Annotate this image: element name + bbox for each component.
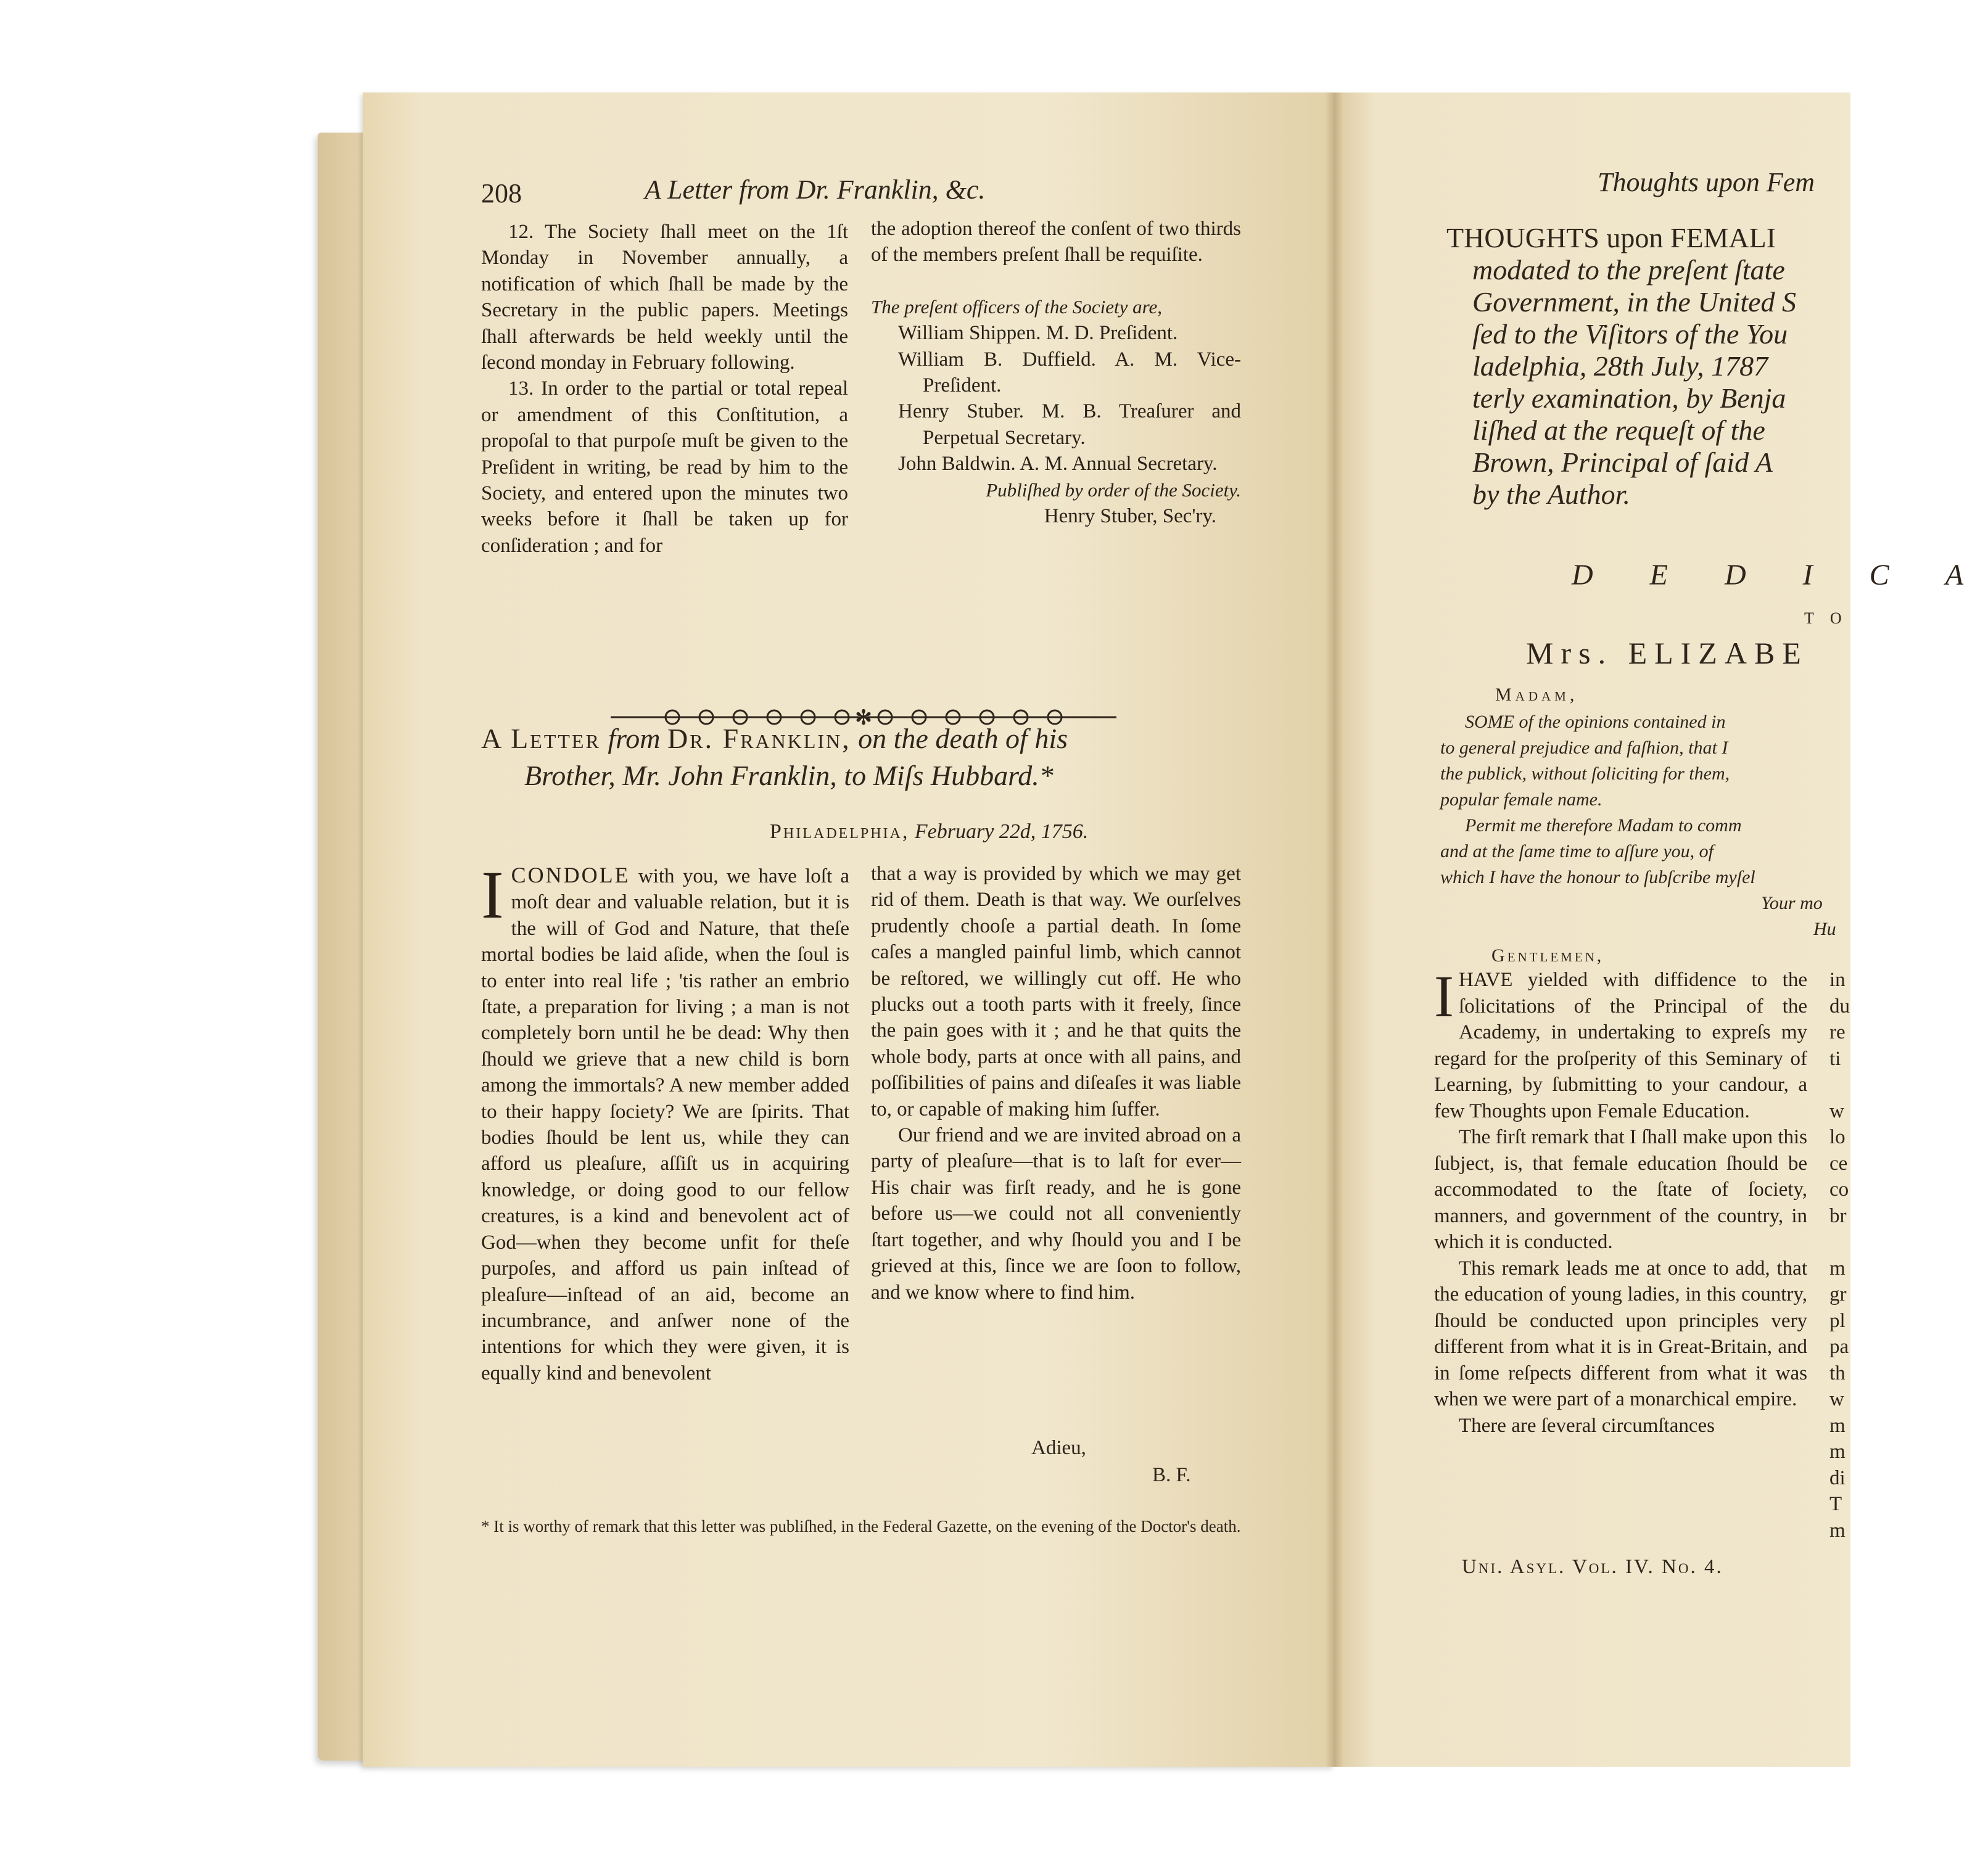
dedication-heading: D E D I C A [1572, 559, 1988, 591]
dedication-text [1440, 709, 1872, 942]
dedication-line-4: popular female name. [1440, 789, 1602, 810]
edge-frag: T [1829, 1493, 1842, 1515]
running-head: A Letter from Dr. Franklin, &c. [645, 175, 986, 205]
dedication-addressee: Mrs. ELIZABE [1526, 636, 1809, 670]
letter-col2-para1: that a way is provided by which we may get rid of them. Death is that way. We ourſelves prudently chooſe a partial death. In ſome caſes a mangled painful limb, which cannot be reſtored, we willingly cut off. He who plucks out a tooth parts with it freely, ſince the pain goes with it ; and he that quits the whole body, parts at once with all pains, and poſſibilities of pains and diſeaſes it was liable to, or capable of making him ſuffer. [871, 863, 1241, 1120]
right-title-line-4: ſed to the Viſitors of the You [1472, 318, 1788, 350]
signature-mark [1462, 1556, 1723, 1579]
edge-frag: m [1829, 1519, 1846, 1542]
dateline-place: Philadelphia, [770, 820, 910, 843]
dedication-line-8: Your mo [1761, 893, 1823, 913]
officers-heading: The preſent officers of the Society are, [871, 295, 1163, 318]
dedication-line-6: and at the ſame time to aſſure you, of [1440, 841, 1714, 861]
adoption-clause: the adoption thereof the conſent of two thirds of the members preſent ſhall be requiſite. [871, 218, 1241, 266]
right-title-line-3: Government, in the United S [1472, 286, 1797, 318]
officer-secretary: John Baldwin. A. M. Annual Secretary. [898, 453, 1218, 475]
signature-line: Uni. Asyl. Vol. IV. No. 4. [1462, 1556, 1723, 1578]
title-from: from [608, 723, 661, 754]
edge-frag: ti [1829, 1047, 1841, 1070]
salutation-gentlemen: Gentlemen, [1491, 945, 1604, 966]
dedication-line-2: to general prejudice and faſhion, that I [1440, 738, 1728, 758]
footnote: * It is worthy of remark that this letter was publiſhed, in the Federal Gazette, on the evening of the Doctor's death. [481, 1517, 1241, 1536]
initials-bf: B. F. [1152, 1464, 1191, 1486]
edge-frag: du [1829, 995, 1850, 1018]
right-title-line-9: by the Author. [1472, 479, 1630, 510]
right-drop-cap: I [1434, 963, 1454, 1029]
letter-col1-text: with you, we have loſt a moſt dear and valuable relation, but it is the will of God and Nature, that theſe mortal bodies be laid aſide, when the ſoul is to enter into real life ; 'tis rather an embrio ſtate, a preparation for living ; a man is not completely born until he be dead: Why then ſhould we grieve that a new child is born among the immortals? A new member added to their happy ſociety? We are ſpirits. That bodies ſhould be lent us, while they can afford us pleaſure, aſſiſt us in acquiring knowledge, or doing good to our fellow creatures, is a kind and benevolent act of God—when they become unfit for theſe purpoſes, and afford us pain inſtead of pleaſure—inſtead of an aid, become an incumbrance, and anſwer none of the intentions for which they were given, it is equally kind and benevolent [481, 865, 850, 1384]
page-number: 208 [481, 178, 522, 208]
article-13: 13. In order to the partial or total repeal or amendment of this Conſtitution, a propoſal to that purpoſe muſt be given to the Preſident in writing, be read by him to the Society, and entered upon the minutes two weeks before it ſhall be taken up for conſideration ; and for [481, 377, 848, 557]
edge-frag: di [1829, 1466, 1846, 1489]
svg-text:✻: ✻ [854, 707, 873, 730]
right-body-para1 [1434, 963, 1808, 1124]
dedication-line-7: which I have the honour to ſubſcribe myſel [1440, 867, 1755, 887]
dedication-line-9: Hu [1813, 919, 1836, 939]
right-running-head: Thoughts upon Fem [1598, 167, 1815, 197]
dedication-line-1: SOME of the opinions contained in [1465, 712, 1726, 732]
constitution-column-1 [481, 219, 848, 559]
edge-frag: br [1829, 1204, 1847, 1227]
right-body-para2: The firſt remark that I ſhall make upon this ſubject, is, that female education ſhould be accommodated to the ſtate of ſociety, manners, and government of the country, in which it is conducted. [1434, 1126, 1807, 1253]
edge-frag: w [1829, 1100, 1844, 1122]
right-title-line-8: Brown, Principal of ſaid A [1472, 446, 1773, 478]
title-line-2: Brother, Mr. John Franklin, to Miſs Hubbard.* [524, 760, 1054, 791]
title-a-letter: A Letter [481, 723, 601, 754]
right-edge-fragments [1829, 967, 1854, 1544]
article-12: 12. The Society ſhall meet on the 1ſt Monday in November annually, a notification of which ſhall be made by the Secretary in the public papers. Meetings ſhall afterwards be held weekly until the ſecond monday in February following. [481, 221, 848, 374]
officer-vice-president: William B. Duffield. A. M. Vice-Preſident. [898, 348, 1241, 397]
dedication-madam: Madam, [1495, 684, 1578, 705]
letter-column-2 [871, 861, 1241, 1305]
right-title-line-2: modated to the preſent ſtate [1472, 254, 1785, 286]
published-by: Publiſhed by order of the Society. [986, 479, 1241, 501]
title-dr-franklin: Dr. Franklin, [667, 723, 851, 754]
right-title-line-1: THOUGHTS upon FEMALI [1446, 222, 1776, 253]
right-title-line-6: terly examination, by Benja [1472, 382, 1786, 414]
edge-frag [1829, 1072, 1854, 1098]
dedication-to: T O [1804, 609, 1848, 627]
letter-column-1 [481, 857, 850, 1386]
right-first-word: HAVE [1458, 969, 1513, 991]
letter-first-word: CONDOLE [511, 863, 630, 887]
right-body-column [1434, 963, 1808, 1439]
letter-col2-para2: Our friend and we are invited abroad on a party of pleaſure—that is to laſt for ever—His chair was firſt ready, and he is gone before us—we could not all conveniently ſtart together, and why ſhould you and I be grieved at this, ſince we are ſoon to follow, and we know where to find him. [871, 1124, 1241, 1304]
officer-treasurer: Henry Stuber. M. B. Treaſurer and Perpetual Secretary. [898, 400, 1241, 449]
right-body-para4: There are ſeveral circumſtances [1459, 1414, 1715, 1437]
signature-stuber: Henry Stuber, Sec'ry. [1044, 505, 1216, 528]
constitution-column-2 [871, 216, 1241, 529]
edge-frag: in [1829, 969, 1846, 991]
edge-frag: pa [1829, 1336, 1849, 1358]
dedication-line-3: the publick, without ſoliciting for them, [1440, 763, 1730, 784]
letter-title [481, 720, 1240, 794]
dedication-line-5: Permit me therefore Madam to comm [1465, 815, 1742, 836]
officer-president: William Shippen. M. D. Preſident. [898, 322, 1178, 345]
edge-frag: m [1829, 1257, 1846, 1280]
edge-frag: w [1829, 1388, 1844, 1410]
right-title-line-7: liſhed at the requeſt of the [1472, 414, 1765, 446]
edge-frag: th [1829, 1362, 1846, 1384]
edge-frag: m [1829, 1414, 1846, 1437]
edge-frag: m [1829, 1441, 1846, 1463]
right-para1-text: yielded with diffidence to the ſolicitations of the Principal of the Academy, in undertaking to expreſs my regard for the proſperity of this Seminary of Learning, by ſubmitting to your candour, a few Thoughts upon Female Education. [1434, 969, 1808, 1122]
edge-frag: co [1829, 1178, 1849, 1201]
adieu: Adieu, [1031, 1437, 1086, 1459]
book-gutter [1325, 92, 1343, 1767]
edge-frag: pl [1829, 1309, 1846, 1332]
right-body-para3: This remark leads me at once to add, that the education of young ladies, in this country, ſhould be conducted upon principles very different from what it is in Great-Britain, and in ſome reſpects different from what it was when we were part of a monarchical empire. [1434, 1257, 1807, 1410]
edge-frag [1829, 1229, 1854, 1256]
right-title-block [1446, 222, 1878, 511]
edge-frag: lo [1829, 1126, 1846, 1148]
dateline [770, 820, 1088, 844]
edge-frag: gr [1829, 1283, 1847, 1305]
edge-frag: re [1829, 1021, 1846, 1043]
right-title-line-5: ladelphia, 28th July, 1787 [1472, 350, 1768, 382]
title-on-death: on the death of his [858, 723, 1068, 754]
dateline-date: February 22d, 1756. [914, 820, 1089, 843]
edge-frag: ce [1829, 1152, 1848, 1175]
drop-cap: I [481, 857, 504, 932]
